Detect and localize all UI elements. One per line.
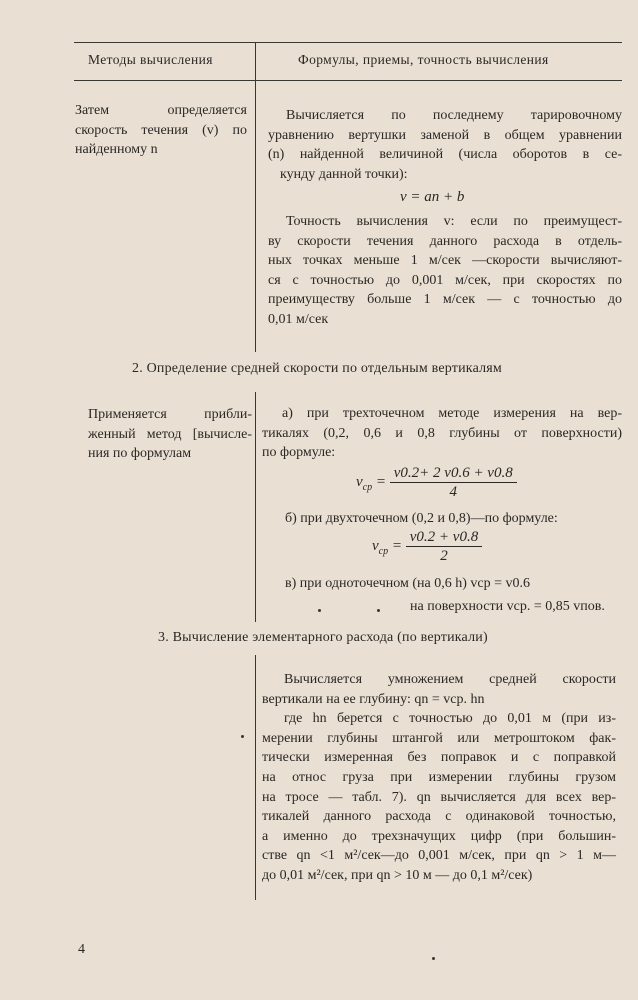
block1-line: кунду данной точки):: [280, 166, 408, 182]
section2-c-text: в) при одноточечном (на 0,6 h) vср = v0.6: [285, 576, 531, 591]
accuracy-line: 0,01 м/сек: [268, 311, 329, 327]
section3-line: вертикали на ее глубину: qn = vср. hn: [262, 691, 485, 707]
formula-a-denominator: 4: [449, 484, 457, 500]
section2-a-line: по формуле:: [262, 445, 336, 461]
accuracy-line: Точность вычисления v: если по преимущест-: [286, 214, 622, 229]
block1-line: Вычисляется по последнему тарировочному: [286, 108, 622, 123]
block1-left-line: найденному n: [75, 142, 158, 158]
section3-line: а именно до трехзначущих цифр (при большин-: [262, 828, 616, 844]
accuracy-line: ся с точностью до 0,001 м/сек, при скоростях по: [268, 272, 622, 288]
section3-line: на тросе — табл. 7). qn вычисляется для всех вер-: [262, 789, 616, 805]
section2-a-line: тикалях (0,2, 0,6 и 0,8 глубины от поверхности): [262, 425, 622, 441]
section2-title: 2. Определение средней скорости по отдельным вертикалям: [132, 361, 502, 376]
block1-left-text: [75, 101, 247, 160]
section3-line: где hn берется с точностью до 0,01 м (при из-: [284, 711, 616, 727]
section2-left-text: [88, 405, 252, 464]
page-number: 4: [78, 942, 85, 957]
section3-line: тически измеренная без поправок и с поправкой: [262, 750, 616, 766]
section3-line: Вычисляется умножением средней скорости: [284, 672, 616, 687]
block1-right-text: [268, 106, 622, 184]
speck-mark: [241, 735, 244, 738]
block1-left-line: Затем определяется: [75, 103, 247, 118]
speck-mark: [432, 957, 435, 960]
accuracy-line: ных точках меньше 1 м/сек —скорости вычисляют-: [268, 253, 622, 269]
header-top-rule: [74, 42, 622, 43]
section3-text: [262, 670, 616, 886]
section2-a-line: а) при трехточечном методе измерения на вер-: [282, 406, 622, 421]
block1-left-line: скорость течения (v) по: [75, 122, 247, 138]
formula-b-denominator: 2: [440, 548, 448, 564]
accuracy-line: ву скорости течения данного расхода в отдель-: [268, 233, 622, 249]
formula-a-lhs: v: [356, 473, 363, 490]
section2-left-line: Применяется прибли-: [88, 407, 252, 422]
formula-b-numerator: v0.2 + v0.8: [406, 528, 482, 547]
section2-a-text: [262, 404, 622, 463]
section3-line: на относ груза при измерении глубины грузом: [262, 769, 616, 785]
header-formulas: Формулы, приемы, точность вычисления: [298, 52, 549, 67]
block1-accuracy: [268, 212, 622, 330]
formula-b-fraction: [406, 528, 482, 565]
section2-d-text: на поверхности vср. = 0,85 vпов.: [410, 599, 605, 614]
section3-line: мерении глубины штангой или метроштоком фак-: [262, 730, 616, 746]
formula-two-point: $v_{ср}$ = $\frac{v0.2 + v0.8}{2}$: [372, 528, 482, 565]
section2-b-text: б) при двухточечном (0,2 и 0,8)—по формуле:: [285, 511, 558, 526]
formula-a-numerator: v0.2+ 2 v0.6 + v0.8: [390, 464, 517, 483]
section3-title: 3. Вычисление элементарного расхода (по вертикали): [158, 630, 488, 645]
column-divider-mid: [255, 392, 256, 622]
section3-line: до 0,01 м²/сек, при qn > 10 м — до 0,1 м²/сек): [262, 867, 533, 883]
accuracy-line: преимуществу больше 1 м/сек — с точностью до: [268, 292, 622, 308]
speck-mark: [318, 609, 321, 612]
speck-mark: [377, 609, 380, 612]
formula-a-lhs-sub: ср: [362, 481, 373, 493]
section3-line: тикалей данного расхода с одинаковой точностью,: [262, 809, 616, 825]
formula-three-point: $v_{ср}$ = $\frac{v0.2+ 2 v0.6 + v0.8}{4}$: [356, 464, 517, 501]
section2-left-line: женный метод [вычисле-: [88, 426, 252, 442]
formula-b-lhs-sub: ср: [378, 545, 389, 557]
header-bottom-rule: [74, 80, 622, 81]
header-methods: Методы вычисления: [88, 52, 213, 67]
section3-line: стве qn <1 м²/сек—до 0,001 м/сек, при qn > 1 м—: [262, 848, 616, 864]
formula-a-fraction: [390, 464, 517, 501]
formula-b-lhs: v: [372, 537, 379, 554]
column-divider-top: [255, 42, 256, 352]
formula-v-an-b: v = an + b: [400, 189, 465, 205]
section2-left-line: ния по формулам: [88, 446, 192, 462]
block1-line: уравнению вертушки заменой в общем уравнении: [268, 127, 622, 143]
column-divider-bottom: [255, 655, 256, 900]
block1-line: (n) найденной величиной (числа оборотов в се-: [268, 147, 622, 163]
